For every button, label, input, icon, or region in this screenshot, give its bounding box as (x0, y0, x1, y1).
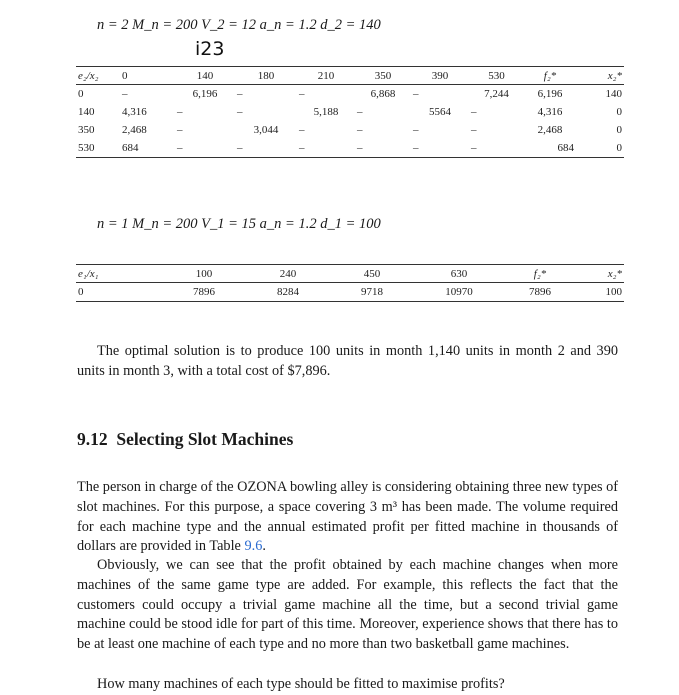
stage1-equation (97, 216, 381, 233)
stage1-table (76, 264, 624, 302)
table-header: x₂* (576, 67, 624, 85)
stage2-equation (97, 17, 381, 34)
paragraph-text: . (262, 538, 266, 555)
table-header: 530 (469, 67, 524, 85)
table-cell: – (471, 106, 477, 118)
table-header: 100 (162, 265, 246, 283)
handwritten-annotation: i23 (195, 38, 225, 60)
section-paragraph-1 (77, 478, 618, 557)
stage2-table (76, 66, 624, 158)
table-cell: 0 (76, 283, 162, 302)
section-number: 9.12 (77, 429, 108, 449)
table-cell: 9718 (330, 283, 414, 302)
table-cell: 2,468 (537, 124, 563, 136)
table-cell: – (413, 124, 419, 136)
paragraph-text: The person in charge of the OZONA bowling alley is considering obtaining three new types of slot machines. For this purpose, a space covering 3 m³ has been made. The volume required for each machine type and the annual estimated profit per fitted machine in thousands of dollars are provided in Table (77, 479, 618, 555)
table-header: 450 (330, 265, 414, 283)
table-cell: 530 (76, 139, 120, 158)
table-cell: 6,196 (192, 88, 218, 100)
table-cell: 3,044 (253, 124, 279, 136)
table-header: f₂* (524, 67, 576, 85)
table-header: 140 (175, 67, 235, 85)
table-header: 0 (120, 67, 175, 85)
table-row (76, 139, 624, 158)
table-header: 350 (355, 67, 411, 85)
table-cell: 0 (616, 106, 622, 118)
table-cell: 684 (120, 139, 175, 158)
table-cell: 684 (524, 139, 576, 158)
table-cell: 8284 (246, 283, 330, 302)
table-cell: 140 (78, 106, 95, 118)
table-cell: – (469, 139, 524, 158)
table-cell: 7896 (162, 283, 246, 302)
table-cell: 0 (616, 124, 622, 136)
table-cell: – (177, 106, 183, 118)
table-cell: – (411, 139, 469, 158)
table-header: f₂* (504, 265, 576, 283)
stage2-header-row (76, 67, 624, 85)
table-cell: – (297, 139, 355, 158)
table-cell: – (357, 124, 363, 136)
table-header: x₂* (576, 265, 624, 283)
table-cell: 4,316 (122, 106, 147, 118)
stage2-equation-text: n = 2 M_n = 200 V_2 = 12 a_n = 1.2 d_2 = 140 (97, 17, 381, 33)
table-cell: – (177, 124, 183, 136)
stage1-header-row (76, 265, 624, 283)
table-header: 240 (246, 265, 330, 283)
section-heading (77, 429, 293, 450)
section-paragraph-3: How many machines of each type should be fitted to maximise profits? (97, 676, 505, 692)
table-cell: 100 (576, 283, 624, 302)
table-row (76, 103, 624, 121)
table-cell: 5564 (429, 106, 451, 118)
table-cell: – (355, 139, 411, 158)
table-cell: 7,244 (484, 88, 509, 100)
section-paragraph-2: Obviously, we can see that the profit obtained by each machine changes when more machines of the same game type are added. For example, this reflects the fact that the customers could occupy a trivial game machine all the time, but a second trivial game machine could be stood idle for part of this time. Moreover, experience shows that there has to be at least one machine of each type and no more than two basketball game machines. (77, 557, 618, 653)
table-cell: – (357, 106, 363, 118)
table-cell: 0 (78, 88, 84, 100)
table-row (76, 85, 624, 104)
table-cell: – (299, 124, 305, 136)
table-cell: 4,316 (537, 106, 563, 118)
table-cell: 350 (78, 124, 95, 136)
table-cell: – (299, 88, 305, 100)
table-cell: 10970 (414, 283, 504, 302)
table-cell: 7896 (504, 283, 576, 302)
table-cell: – (237, 106, 243, 118)
table-header: 210 (297, 67, 355, 85)
table-row (76, 283, 624, 302)
stage1-equation-text: n = 1 M_n = 200 V_1 = 15 a_n = 1.2 d_1 = 100 (97, 216, 381, 232)
table-cell: 0 (576, 139, 624, 158)
table-cell: – (413, 88, 419, 100)
table-cell: – (122, 88, 128, 100)
table-cell: 6,196 (537, 88, 563, 100)
table-cell: – (175, 139, 235, 158)
summary-paragraph: The optimal solution is to produce 100 units in month 1,140 units in month 2 and 390 units in month 3, with a total cost of $7,896. (77, 343, 618, 379)
table-cell: 140 (605, 88, 622, 100)
table-header: e₁/x₁ (76, 265, 162, 283)
section-title: Selecting Slot Machines (116, 429, 294, 449)
table-cell: 2,468 (122, 124, 147, 136)
table-cell: – (237, 88, 243, 100)
table-header: 390 (411, 67, 469, 85)
table-header: 630 (414, 265, 504, 283)
table-cell: 6,868 (370, 88, 396, 100)
table-cell: 5,188 (313, 106, 339, 118)
table-row (76, 121, 624, 139)
table-cell: – (235, 139, 297, 158)
table-header: e₂/x₂ (76, 67, 120, 85)
table-reference-link[interactable]: 9.6 (244, 538, 263, 555)
table-header: 180 (235, 67, 297, 85)
table-cell: – (471, 124, 477, 136)
